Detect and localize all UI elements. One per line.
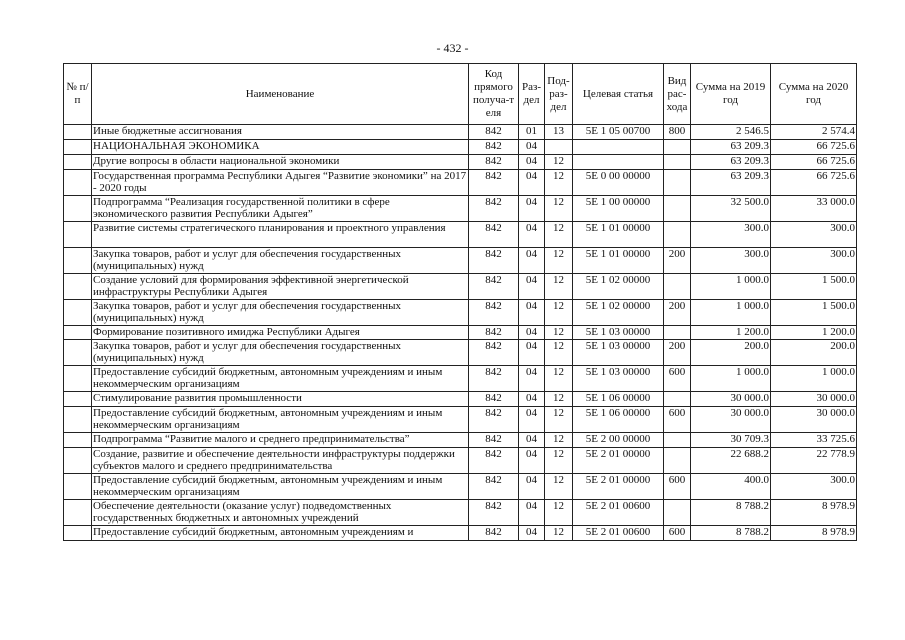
cell-sum-2020: 1 000.0 (771, 366, 857, 392)
cell-expense-type (664, 500, 691, 526)
cell-code: 842 (469, 526, 519, 541)
cell-code: 842 (469, 500, 519, 526)
cell-code: 842 (469, 170, 519, 196)
cell-expense-type: 600 (664, 474, 691, 500)
cell-num (64, 274, 92, 300)
cell-sum-2019: 200.0 (691, 340, 771, 366)
cell-num (64, 448, 92, 474)
cell-code: 842 (469, 248, 519, 274)
table-row (64, 125, 857, 140)
cell-num (64, 366, 92, 392)
table-row (64, 392, 857, 407)
cell-expense-type: 600 (664, 526, 691, 541)
header-subsection: Под- раз- дел (545, 64, 573, 125)
table-row (64, 500, 857, 526)
cell-expense-type (664, 222, 691, 248)
cell-subsection: 12 (545, 448, 573, 474)
cell-num (64, 300, 92, 326)
cell-name: Закупка товаров, работ и услуг для обеспечения государственных (муниципальных) нужд (92, 248, 469, 274)
cell-sum-2019: 8 788.2 (691, 526, 771, 541)
cell-subsection: 12 (545, 222, 573, 248)
cell-sum-2020: 66 725.6 (771, 140, 857, 155)
cell-name: Обеспечение деятельности (оказание услуг) подведомственных государственных бюджетных и автономных учреждений (92, 500, 469, 526)
cell-code: 842 (469, 140, 519, 155)
cell-name: Подпрограмма “Развитие малого и среднего предпринимательства” (92, 433, 469, 448)
cell-num (64, 340, 92, 366)
cell-sum-2020: 33 000.0 (771, 196, 857, 222)
table-row (64, 196, 857, 222)
cell-subsection: 12 (545, 433, 573, 448)
cell-expense-type (664, 170, 691, 196)
cell-sum-2020: 1 500.0 (771, 300, 857, 326)
cell-article (573, 140, 664, 155)
cell-code: 842 (469, 366, 519, 392)
table-body (64, 125, 857, 541)
cell-code: 842 (469, 433, 519, 448)
cell-code: 842 (469, 407, 519, 433)
cell-article: 5Е 1 05 00700 (573, 125, 664, 140)
cell-expense-type (664, 326, 691, 340)
cell-section: 04 (519, 326, 545, 340)
cell-article: 5Е 0 00 00000 (573, 170, 664, 196)
cell-sum-2019: 30 709.3 (691, 433, 771, 448)
table-row (64, 222, 857, 248)
cell-name: Предоставление субсидий бюджетным, автономным учреждениям и иным некоммерческим организациям (92, 474, 469, 500)
cell-num (64, 433, 92, 448)
cell-section: 04 (519, 300, 545, 326)
cell-name: Предоставление субсидий бюджетным, автономным учреждениям и иным некоммерческим организациям (92, 407, 469, 433)
cell-num (64, 155, 92, 170)
table-row (64, 326, 857, 340)
cell-sum-2019: 1 000.0 (691, 274, 771, 300)
cell-subsection: 12 (545, 326, 573, 340)
cell-article: 5Е 1 01 00000 (573, 222, 664, 248)
table-row (64, 526, 857, 541)
cell-expense-type: 200 (664, 248, 691, 274)
cell-sum-2020: 200.0 (771, 340, 857, 366)
cell-name: Другие вопросы в области национальной экономики (92, 155, 469, 170)
cell-sum-2020: 30 000.0 (771, 392, 857, 407)
cell-code: 842 (469, 125, 519, 140)
header-name: Наименование (92, 64, 469, 125)
cell-num (64, 170, 92, 196)
cell-code: 842 (469, 274, 519, 300)
cell-article: 5Е 1 02 00000 (573, 274, 664, 300)
cell-name: Подпрограмма “Реализация государственной политики в сфере экономического развития Республики Адыгея” (92, 196, 469, 222)
cell-section: 04 (519, 448, 545, 474)
cell-subsection: 12 (545, 526, 573, 541)
cell-name: НАЦИОНАЛЬНАЯ ЭКОНОМИКА (92, 140, 469, 155)
table-row (64, 448, 857, 474)
cell-expense-type (664, 274, 691, 300)
cell-name: Иные бюджетные ассигнования (92, 125, 469, 140)
cell-name: Создание, развитие и обеспечение деятельности инфраструктуры поддержки субъектов малого и среднего предпринимательства (92, 448, 469, 474)
cell-expense-type (664, 392, 691, 407)
cell-sum-2020: 1 500.0 (771, 274, 857, 300)
table-row (64, 340, 857, 366)
cell-num (64, 500, 92, 526)
cell-section: 04 (519, 274, 545, 300)
cell-num (64, 140, 92, 155)
table-row (64, 407, 857, 433)
cell-section: 04 (519, 407, 545, 433)
table-header-row (64, 64, 857, 125)
cell-sum-2020: 300.0 (771, 222, 857, 248)
cell-article: 5Е 1 03 00000 (573, 326, 664, 340)
table-row (64, 170, 857, 196)
cell-subsection: 12 (545, 170, 573, 196)
cell-subsection: 12 (545, 340, 573, 366)
cell-num (64, 196, 92, 222)
cell-subsection: 12 (545, 300, 573, 326)
cell-sum-2019: 63 209.3 (691, 155, 771, 170)
cell-section: 04 (519, 196, 545, 222)
cell-article: 5Е 1 02 00000 (573, 300, 664, 326)
cell-section: 04 (519, 433, 545, 448)
cell-sum-2020: 1 200.0 (771, 326, 857, 340)
cell-code: 842 (469, 222, 519, 248)
cell-num (64, 222, 92, 248)
cell-sum-2020: 66 725.6 (771, 155, 857, 170)
header-sum-2020: Сумма на 2020 год (771, 64, 857, 125)
cell-name: Создание условий для формирования эффективной энергетической инфраструктуры Республики Адыгея (92, 274, 469, 300)
cell-article: 5Е 1 03 00000 (573, 366, 664, 392)
cell-sum-2020: 300.0 (771, 474, 857, 500)
table-row (64, 248, 857, 274)
cell-sum-2019: 22 688.2 (691, 448, 771, 474)
cell-article: 5Е 2 01 00000 (573, 474, 664, 500)
cell-article: 5Е 1 01 00000 (573, 248, 664, 274)
cell-sum-2020: 30 000.0 (771, 407, 857, 433)
cell-article: 5Е 2 01 00000 (573, 448, 664, 474)
cell-code: 842 (469, 448, 519, 474)
cell-code: 842 (469, 300, 519, 326)
table-row (64, 366, 857, 392)
cell-expense-type (664, 448, 691, 474)
cell-expense-type (664, 433, 691, 448)
cell-section: 04 (519, 500, 545, 526)
cell-name: Стимулирование развития промышленности (92, 392, 469, 407)
cell-subsection: 12 (545, 500, 573, 526)
cell-sum-2019: 30 000.0 (691, 392, 771, 407)
cell-sum-2019: 400.0 (691, 474, 771, 500)
cell-section: 04 (519, 340, 545, 366)
cell-name: Закупка товаров, работ и услуг для обеспечения государственных (муниципальных) нужд (92, 300, 469, 326)
table-row (64, 155, 857, 170)
cell-sum-2020: 8 978.9 (771, 500, 857, 526)
cell-expense-type: 800 (664, 125, 691, 140)
page-number: - 432 - (436, 41, 469, 55)
cell-subsection: 13 (545, 125, 573, 140)
cell-subsection: 12 (545, 407, 573, 433)
cell-section: 01 (519, 125, 545, 140)
cell-sum-2020: 33 725.6 (771, 433, 857, 448)
cell-sum-2020: 8 978.9 (771, 526, 857, 541)
header-num: № п/п (64, 64, 92, 125)
cell-subsection: 12 (545, 366, 573, 392)
cell-article: 5Е 1 03 00000 (573, 340, 664, 366)
cell-article: 5Е 2 00 00000 (573, 433, 664, 448)
cell-expense-type: 200 (664, 300, 691, 326)
cell-expense-type (664, 140, 691, 155)
cell-sum-2019: 1 200.0 (691, 326, 771, 340)
cell-num (64, 407, 92, 433)
cell-subsection: 12 (545, 474, 573, 500)
cell-expense-type (664, 196, 691, 222)
cell-code: 842 (469, 155, 519, 170)
cell-expense-type: 200 (664, 340, 691, 366)
cell-sum-2019: 30 000.0 (691, 407, 771, 433)
cell-section: 04 (519, 474, 545, 500)
cell-name: Предоставление субсидий бюджетным, автономным учреждениям и иным некоммерческим организациям (92, 366, 469, 392)
cell-code: 842 (469, 474, 519, 500)
cell-name: Развитие системы стратегического планирования и проектного управления (92, 222, 469, 248)
cell-expense-type: 600 (664, 366, 691, 392)
cell-section: 04 (519, 526, 545, 541)
cell-name: Предоставление субсидий бюджетным, автономным учреждениям и (92, 526, 469, 541)
cell-section: 04 (519, 392, 545, 407)
cell-article: 5Е 1 00 00000 (573, 196, 664, 222)
cell-section: 04 (519, 155, 545, 170)
cell-expense-type: 600 (664, 407, 691, 433)
cell-num (64, 248, 92, 274)
cell-sum-2019: 32 500.0 (691, 196, 771, 222)
budget-table (63, 63, 857, 541)
header-sum-2019: Сумма на 2019 год (691, 64, 771, 125)
header-code: Код прямого получа-т еля (469, 64, 519, 125)
cell-num (64, 326, 92, 340)
cell-name: Закупка товаров, работ и услуг для обеспечения государственных (муниципальных) нужд (92, 340, 469, 366)
cell-sum-2019: 63 209.3 (691, 140, 771, 155)
cell-num (64, 125, 92, 140)
cell-sum-2019: 300.0 (691, 222, 771, 248)
cell-article: 5Е 1 06 00000 (573, 392, 664, 407)
cell-code: 842 (469, 326, 519, 340)
cell-num (64, 474, 92, 500)
cell-sum-2019: 1 000.0 (691, 366, 771, 392)
cell-sum-2020: 300.0 (771, 248, 857, 274)
cell-sum-2019: 2 546.5 (691, 125, 771, 140)
cell-section: 04 (519, 248, 545, 274)
cell-sum-2019: 300.0 (691, 248, 771, 274)
header-expense-type: Вид рас- хода (664, 64, 691, 125)
cell-sum-2020: 66 725.6 (771, 170, 857, 196)
cell-article: 5Е 2 01 00600 (573, 500, 664, 526)
cell-sum-2020: 22 778.9 (771, 448, 857, 474)
table-row (64, 474, 857, 500)
cell-section: 04 (519, 222, 545, 248)
cell-code: 842 (469, 392, 519, 407)
cell-section: 04 (519, 140, 545, 155)
table-row (64, 433, 857, 448)
cell-subsection: 12 (545, 248, 573, 274)
cell-subsection (545, 140, 573, 155)
cell-name: Формирование позитивного имиджа Республики Адыгея (92, 326, 469, 340)
cell-name: Государственная программа Республики Адыгея “Развитие экономики” на 2017 - 2020 годы (92, 170, 469, 196)
cell-sum-2019: 1 000.0 (691, 300, 771, 326)
header-section: Раз- дел (519, 64, 545, 125)
cell-subsection: 12 (545, 155, 573, 170)
cell-num (64, 526, 92, 541)
cell-sum-2019: 63 209.3 (691, 170, 771, 196)
cell-num (64, 392, 92, 407)
table-row (64, 300, 857, 326)
cell-sum-2019: 8 788.2 (691, 500, 771, 526)
cell-code: 842 (469, 340, 519, 366)
cell-section: 04 (519, 170, 545, 196)
cell-subsection: 12 (545, 392, 573, 407)
table-row (64, 274, 857, 300)
cell-sum-2020: 2 574.4 (771, 125, 857, 140)
cell-subsection: 12 (545, 196, 573, 222)
cell-article: 5Е 1 06 00000 (573, 407, 664, 433)
header-article: Целевая статья (573, 64, 664, 125)
cell-code: 842 (469, 196, 519, 222)
cell-expense-type (664, 155, 691, 170)
cell-subsection: 12 (545, 274, 573, 300)
table-row (64, 140, 857, 155)
cell-article (573, 155, 664, 170)
cell-article: 5Е 2 01 00600 (573, 526, 664, 541)
cell-section: 04 (519, 366, 545, 392)
